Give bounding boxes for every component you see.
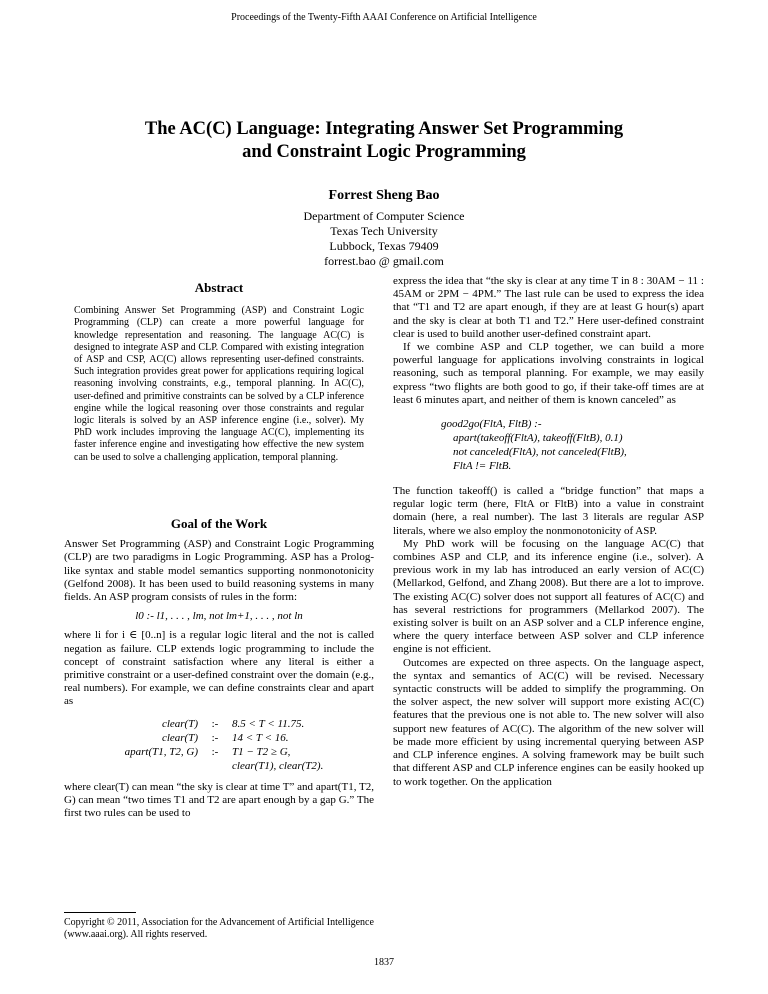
author-email: forrest.bao @ gmail.com	[324, 254, 444, 268]
eq-lhs: clear(T)	[161, 731, 198, 744]
affil-city: Lubbock, Texas 79409	[329, 239, 439, 253]
right-paragraph-1: express the idea that “the sky is clear at any time T in 8 : 30AM − 11 : 45AM or 2PM − 4PM.” The last rule can be used to express the idea that “T1 and T2 are apart enough, if they are at least G hour(s) apart and the sky is clear at both T1 and T2.” Here user-defined constraint clear is used to build another user-defined constraint apart.	[393, 275, 704, 340]
left-column	[64, 281, 374, 464]
title-line-2: and Constraint Logic Programming	[242, 142, 526, 162]
paper-title	[60, 118, 708, 164]
right-paragraph-5: Outcomes are expected on three aspects. On the language aspect, the syntax and semantics of AC(C) will be revised. Necessary syntactic constructs will be added to simplify the programming. On the solver aspect, the new solver will support more existing AC(C) features that the previous one is not able to. The new solver will also support new features of AC(C). The algorithm of the new solver will be made more efficient by using incremental querying between ASP and CLP inference engines. A solving framework may be built such that different ASP and CLP inference engines can be easily hooked up to work together. On the application	[393, 656, 704, 788]
right-column	[393, 275, 704, 789]
eq-rhs: T1 − T2 ≥ G,	[232, 745, 291, 758]
abstract-text: Combining Answer Set Programming (ASP) and Constraint Logic Programming (CLP) can create a more powerful language for knowledge representation and reasoning. The language AC(C) is designed to integrate ASP and CLP. Compared with existing integration of ASP and CSP, AC(C) allows representing user-defined constraints. Such integration provides great power for applications requiring logical reasoning involving constraints, e.g., temporal planning. In AC(C), user-defined and primitive constraints can be solved by a CLP inference engine while the logical reasoning over those constraints and regular logic literals is solved by an ASP inference engine (i.e., solver). My PhD work includes improving the language AC(C), implementing its faster inference engine and investigating how effective the new system can be used to solve a challenging application, temporal planning.	[74, 305, 364, 463]
goal-heading: Goal of the Work	[170, 516, 268, 531]
eq-op: :-	[211, 745, 219, 758]
affil-university: Texas Tech University	[330, 224, 438, 238]
goal-paragraph-2: where li for i ∈ [0..n] is a regular logic literal and the not is called negation as failure. CLP extends logic programming to include the concept of constraint satisfaction where any literal is either a primitive constraint or a user-defined constraint over the domain (e.g., real numbers). For example, we can define constraints clear and apart as	[64, 629, 374, 708]
right-paragraph-4: My PhD work will be focusing on the language AC(C) that combines ASP and CLP, and its inference engine (i.e., solver). A previous work in my lab has introduced an early version of AC(C) (Mellarkod, Gelfond, and Zhang 2008). But there are a lot to improve. The existing AC(C) solver does not support all features of AC(C) and has several restrictions for programmers (Mellarkod 2007). The existing solver is built on an ASP solver and a CLP inference engine, where the query interface between ASP solver and CLP inference engine is not efficient.	[393, 537, 704, 656]
asp-rule-form: l0 :- l1, . . . , lm, not lm+1, . . . , not ln	[135, 610, 303, 623]
proceedings-header: Proceedings of the Twenty-Fifth AAAI Conference on Artificial Intelligence	[231, 12, 537, 23]
rule-body-line: FltA != FltB.	[453, 460, 512, 473]
eq-op	[198, 759, 232, 773]
constraint-definitions	[64, 717, 374, 773]
eq-lhs	[64, 759, 198, 773]
eq-rhs: 14 < T < 16.	[232, 731, 289, 744]
page-number: 1837	[374, 957, 394, 968]
eq-row	[64, 731, 374, 745]
goal-paragraph-1: Answer Set Programming (ASP) and Constraint Logic Programming (CLP) are two paradigms in Logic Programming. ASP has a Prolog-like syntax and stable model semantics supporting nonmonotonicity (Gelfond 2008). It has been used to build reasoning systems in many fields. An ASP program consists of rules in the form:	[64, 538, 374, 604]
footnote-rule	[64, 912, 136, 913]
good2go-rule	[393, 417, 704, 473]
eq-row	[64, 717, 374, 731]
title-line-1: The AC(C) Language: Integrating Answer Set Programming	[144, 119, 624, 139]
copyright-footnote: Copyright © 2011, Association for the Advancement of Artificial Intelligence (www.aaai.org). All rights reserved.	[64, 917, 374, 940]
abstract-heading: Abstract	[194, 280, 244, 295]
eq-op: :-	[211, 731, 219, 744]
goal-section	[64, 517, 374, 820]
eq-lhs: apart(T1, T2, G)	[124, 745, 198, 758]
eq-rhs: 8.5 < T < 11.75.	[232, 717, 305, 730]
right-paragraph-3: The function takeoff() is called a “bridge function” that maps a regular logic term (here, FltA or FltB) into a value in constraint domain (here, a real number). The last 3 literals are regular ASP literals, where we also employ the nonmonotonicity of ASP.	[393, 485, 704, 537]
goal-paragraph-3: where clear(T) can mean “the sky is clear at time T” and apart(T1, T2, G) can mean “two times T1 and T2 are apart enough by a gap G.” The first two rules can be used to	[64, 780, 374, 820]
right-paragraph-2: If we combine ASP and CLP together, we can build a more powerful language for applications involving constraints in logical reasoning, such as temporal planning. For example, we may easily express “two flights are both good to go, if their take-off times are at least 6 minutes apart, and neither of them is known canceled” as	[393, 341, 704, 406]
eq-op: :-	[211, 717, 219, 730]
rule-body-line: not canceled(FltA), not canceled(FltB),	[453, 446, 627, 459]
author-affiliation	[0, 209, 768, 269]
eq-rhs: clear(T1), clear(T2).	[232, 759, 324, 772]
eq-row	[64, 759, 374, 773]
eq-lhs: clear(T)	[161, 717, 198, 730]
rule-head: good2go(FltA, FltB) :-	[441, 418, 542, 431]
rule-body-line: apart(takeoff(FltA), takeoff(FltB), 0.1)	[453, 432, 623, 445]
author-name: Forrest Sheng Bao	[328, 188, 440, 203]
affil-department: Department of Computer Science	[303, 209, 465, 223]
eq-row	[64, 745, 374, 759]
